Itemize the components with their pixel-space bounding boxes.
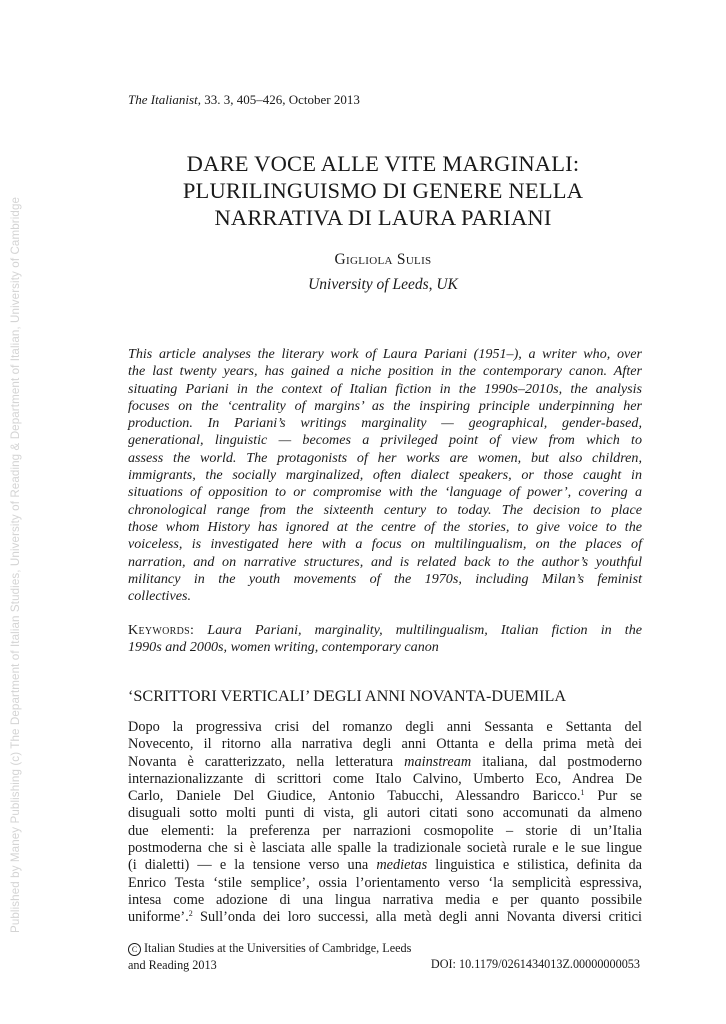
article-title	[100, 150, 666, 231]
journal-name: The Italianist	[128, 92, 198, 107]
issue-details: , 33. 3, 405–426, October 2013	[197, 92, 360, 107]
body-line: postmoderna che si è lasciata alle spalle la tradizionale società rurale e le sue lingue	[128, 840, 642, 857]
body-text-run: Sull’onda dei loro successi, alla metà degli anni Novanta diversi critici	[192, 909, 642, 926]
footnote-marker[interactable]: 2	[188, 909, 193, 919]
body-emphasis: medietas	[376, 857, 428, 874]
keywords	[128, 622, 642, 657]
body-line: intesa come adozione di una lingua narrativa media e per quanto possibile	[128, 891, 642, 908]
abstract-line: collectives.	[128, 588, 191, 605]
copyright-line: and Reading 2013	[128, 958, 217, 972]
body-text-run: uniforme’.	[128, 909, 189, 926]
running-head	[128, 92, 360, 108]
abstract	[128, 346, 642, 605]
body-line	[128, 788, 642, 805]
abstract-line: narration, and on narrative structures, and is related back to the author’s youthful	[128, 553, 642, 570]
abstract-line: This article analyses the literary work of Laura Pariani (1951–), a writer who, over	[128, 346, 642, 362]
abstract-line: voiceless, is investigated here with a focus on multilingualism, on the places of	[128, 536, 642, 553]
abstract-line: situating Pariani in the context of Italian fiction in the 1990s–2010s, the analysis	[128, 380, 642, 397]
body-line: disuguali sotto molti punti di vista, gli autori citati sono accomunati da almeno	[128, 805, 642, 822]
keywords-text: 1990s and 2000s, women writing, contemporary canon	[128, 639, 439, 656]
abstract-line: those whom History has ignored at the centre of the stories, to give voice to the	[128, 518, 642, 535]
author-affiliation: University of Leeds, UK	[308, 276, 458, 293]
title-line: DARE VOCE ALLE VITE MARGINALI:	[186, 151, 580, 176]
body-line	[128, 754, 642, 771]
body-text-run: (i dialetti) — e la tensione verso una	[128, 857, 377, 874]
body-text-run: Carlo, Daniele Del Giudice, Antonio Tabucchi, Alessandro Baricco.	[128, 788, 581, 805]
doi[interactable]: DOI: 10.1179/0261434013Z.00000000053	[430, 957, 640, 971]
title-line: NARRATIVA DI LAURA PARIANI	[214, 205, 552, 230]
body-line: due elementi: la preferenza per narrazioni cosmopolite – storie di un’Italia	[128, 822, 642, 839]
body-text-run: Novanta è caratterizzato, nella letteratura	[128, 753, 405, 770]
copyright-notice	[128, 940, 411, 974]
copyright-icon: C	[128, 943, 141, 956]
abstract-line: militancy in the youth movements of the 1970s, including Milan’s feminist	[128, 570, 642, 587]
abstract-line: the last twenty years, has gained a niche position in the contemporary canon. After	[128, 363, 642, 380]
publisher-side-note-text: Published by Maney Publishing (c) The Department of Italian Studies, University of Reading & Department of Italian, University of Cambridge	[9, 196, 22, 933]
abstract-line: immigrants, the socially marginalized, often dialect speakers, or those caught in	[128, 467, 642, 484]
abstract-line: chronological range from the sixteenth century to today. The decision to place	[128, 501, 642, 518]
body-line: Novecento, il ritorno alla narrativa degli anni Ottanta e della prima metà dei	[128, 736, 642, 753]
title-line: PLURILINGUISMO DI GENERE NELLA	[182, 178, 584, 203]
publisher-side-note	[6, 95, 22, 935]
copyright-line: Italian Studies at the Universities of Cambridge, Leeds	[144, 941, 412, 955]
abstract-line: generational, linguistic — becomes a privileged point of view from which to	[128, 432, 642, 449]
abstract-line: production. In Pariani’s writings marginality — geographical, gender-based,	[128, 415, 642, 432]
body-text-run: Pur se	[584, 788, 642, 805]
abstract-line: situations of opposition to or compromise with the ‘language of power’, covering a	[128, 484, 642, 501]
abstract-line: assess the world. The protagonists of her works are women, but also children,	[128, 449, 642, 466]
body-emphasis: mainstream	[404, 753, 472, 770]
body-text	[128, 719, 642, 927]
section-heading: ‘SCRITTORI VERTICALI’ DEGLI ANNI NOVANTA-DUEMILA	[128, 687, 567, 705]
author-name: Gigliola Sulis	[334, 251, 432, 268]
body-line: Enrico Testa ‘stile semplice’, ossia l’orientamento verso ‘la semplicità espressiva,	[128, 874, 642, 891]
body-text-run: linguistica e stilistica, definita da	[427, 857, 642, 874]
keywords-label: Keywords:	[128, 622, 195, 638]
body-line	[128, 909, 642, 926]
body-line: internazionalizzante di scrittori come Italo Calvino, Umberto Eco, Andrea De	[128, 770, 642, 787]
footnote-marker[interactable]: 1	[580, 788, 585, 798]
body-text-run: italiana, dal postmoderno	[471, 753, 642, 770]
body-line: Dopo la progressiva crisi del romanzo degli anni Sessanta e Settanta del	[128, 719, 642, 735]
body-line	[128, 857, 642, 874]
keywords-text: Laura Pariani, marginality, multilingualism, Italian fiction in the	[207, 622, 642, 638]
abstract-line: focuses on the ‘centrality of margins’ as the inspiring principle underpinning her	[128, 397, 642, 414]
